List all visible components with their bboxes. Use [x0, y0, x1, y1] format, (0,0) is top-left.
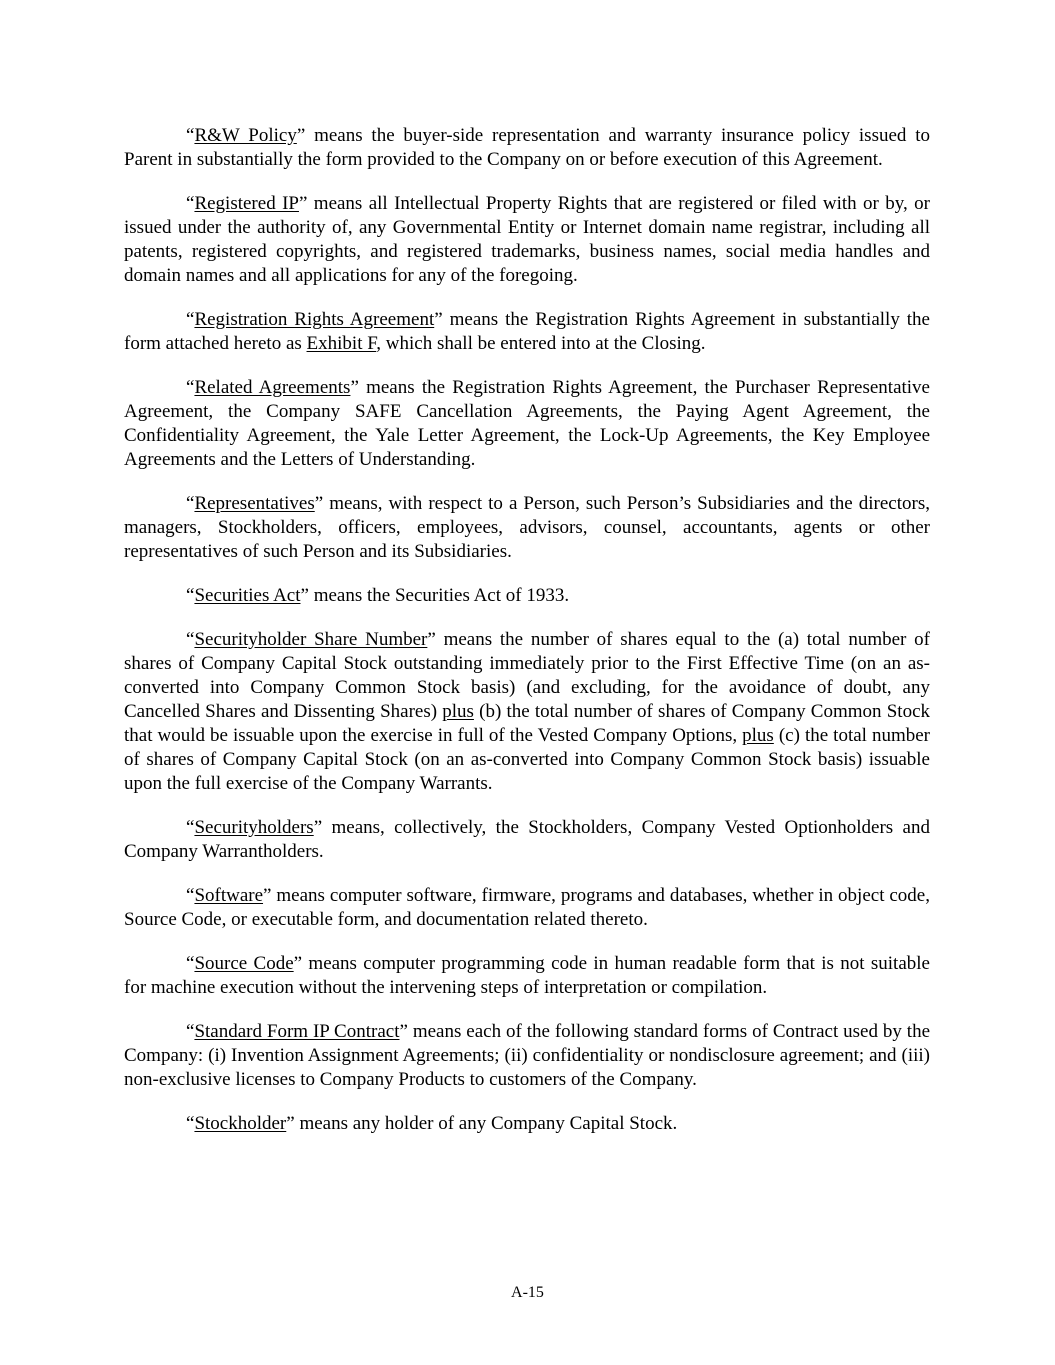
definition-registered-ip	[124, 192, 930, 288]
open-quote: “	[186, 817, 195, 838]
definition-securities-act	[124, 584, 930, 608]
close-quote: ”	[350, 377, 359, 398]
definition-text: means the number of shares equal to the (a) total number of shares of Company Capital Stock outstanding immediately prior to the First Effective Time (on an as-converted into Company Common Stock basis) (and excluding, for the avoidance of doubt, any Cancelled Shares and Dissenting Shares)	[124, 629, 930, 722]
definition-standard-form-ip-contract	[124, 1020, 930, 1092]
open-quote: “	[186, 1021, 195, 1042]
definition-text: means computer programming code in human readable form that is not suitable for machine execution without the intervening steps of interpretation or compilation.	[124, 953, 930, 998]
open-quote: “	[186, 377, 195, 398]
definition-software	[124, 884, 930, 932]
definition-text: means any holder of any Company Capital Stock.	[294, 1113, 678, 1134]
close-quote: ”	[427, 629, 436, 650]
definition-text: means the Securities Act of 1933.	[308, 585, 570, 606]
open-quote: “	[186, 629, 195, 650]
exhibit-reference: Exhibit F	[306, 333, 377, 354]
open-quote: “	[186, 193, 195, 214]
close-quote: ”	[434, 309, 443, 330]
definition-text: (b) the total number of shares of Company Common Stock that would be issuable upon the exercise in full of the Vested Company Options,	[124, 701, 930, 746]
definition-text: means the buyer-side representation and warranty insurance policy issued to Parent in substantially the form provided to the Company on or before execution of this Agreement.	[124, 125, 930, 170]
defined-term: R&W Policy	[194, 125, 297, 146]
close-quote: ”	[399, 1021, 408, 1042]
definition-securityholders	[124, 816, 930, 864]
open-quote: “	[186, 585, 195, 606]
defined-term: Securityholders	[194, 817, 314, 838]
close-quote: ”	[263, 885, 272, 906]
definition-rw-policy	[124, 124, 930, 172]
definition-related-agreements	[124, 376, 930, 472]
page-number: A-15	[511, 1284, 544, 1301]
open-quote: “	[186, 309, 195, 330]
open-quote: “	[186, 953, 195, 974]
definition-text: means each of the following standard forms of Contract used by the Company: (i) Invention Assignment Agreements; (ii) confidentiality or nondisclosure agreement; and (iii) non-exclusive licenses to Company Products to customers of the Company.	[124, 1021, 931, 1090]
open-quote: “	[186, 493, 195, 514]
definition-text: means all Intellectual Property Rights that are registered or filed with or by, or issued under the authority of, any Governmental Entity or Internet domain name registrar, including all patents, registered copyrights, and registered trademarks, business names, social media handles and domain names and all applications for any of the foregoing.	[124, 193, 930, 286]
open-quote: “	[186, 1113, 195, 1134]
defined-term: Related Agreements	[194, 377, 351, 398]
open-quote: “	[186, 885, 195, 906]
definition-text: means computer software, firmware, programs and databases, whether in object code, Source Code, or executable form, and documentation related thereto.	[124, 885, 930, 930]
close-quote: ”	[300, 585, 309, 606]
definition-text: , which shall be entered into at the Closing.	[376, 333, 706, 354]
definition-registration-rights-agreement	[124, 308, 930, 356]
definition-text: means, with respect to a Person, such Person’s Subsidiaries and the directors, managers, Stockholders, officers, employees, advisors, counsel, accountants, agents or other representatives of such Person and its Subsidiaries.	[124, 493, 930, 562]
close-quote: ”	[293, 953, 303, 974]
document-page	[124, 124, 930, 1156]
defined-term: Registered IP	[194, 193, 299, 214]
definition-text: means, collectively, the Stockholders, Company Vested Optionholders and Company Warrantholders.	[124, 817, 930, 862]
close-quote: ”	[314, 493, 324, 514]
plus-emphasis: plus	[442, 701, 474, 722]
definition-text: means the Registration Rights Agreement, the Purchaser Representative Agreement, the Company SAFE Cancellation Agreements, the Paying Agent Agreement, the Confidentiality Agreement, the Yale Letter Agreement, the Lock-Up Agreements, the Key Employee Agreements and the Letters of Understanding.	[124, 377, 930, 470]
close-quote: ”	[296, 125, 306, 146]
close-quote: ”	[313, 817, 323, 838]
defined-term: Software	[194, 885, 264, 906]
plus-emphasis: plus	[742, 725, 774, 746]
defined-term: Source Code	[194, 953, 294, 974]
defined-term: Stockholder	[194, 1113, 287, 1134]
defined-term: Registration Rights Agreement	[194, 309, 435, 330]
definition-text: means the Registration Rights Agreement in substantially the form attached hereto as	[124, 309, 930, 354]
defined-term: Standard Form IP Contract	[194, 1021, 400, 1042]
defined-term: Representatives	[194, 493, 315, 514]
definition-stockholder	[124, 1112, 930, 1136]
close-quote: ”	[286, 1113, 295, 1134]
definition-text: (c) the total number of shares of Company Capital Stock (on an as-converted into Company Common Stock basis) issuable upon the full exercise of the Company Warrants.	[124, 725, 931, 794]
definition-source-code	[124, 952, 930, 1000]
open-quote: “	[186, 125, 195, 146]
definition-representatives	[124, 492, 930, 564]
defined-term: Securities Act	[194, 585, 301, 606]
close-quote: ”	[298, 193, 308, 214]
defined-term: Securityholder Share Number	[194, 629, 428, 650]
definition-securityholder-share-number	[124, 628, 930, 796]
